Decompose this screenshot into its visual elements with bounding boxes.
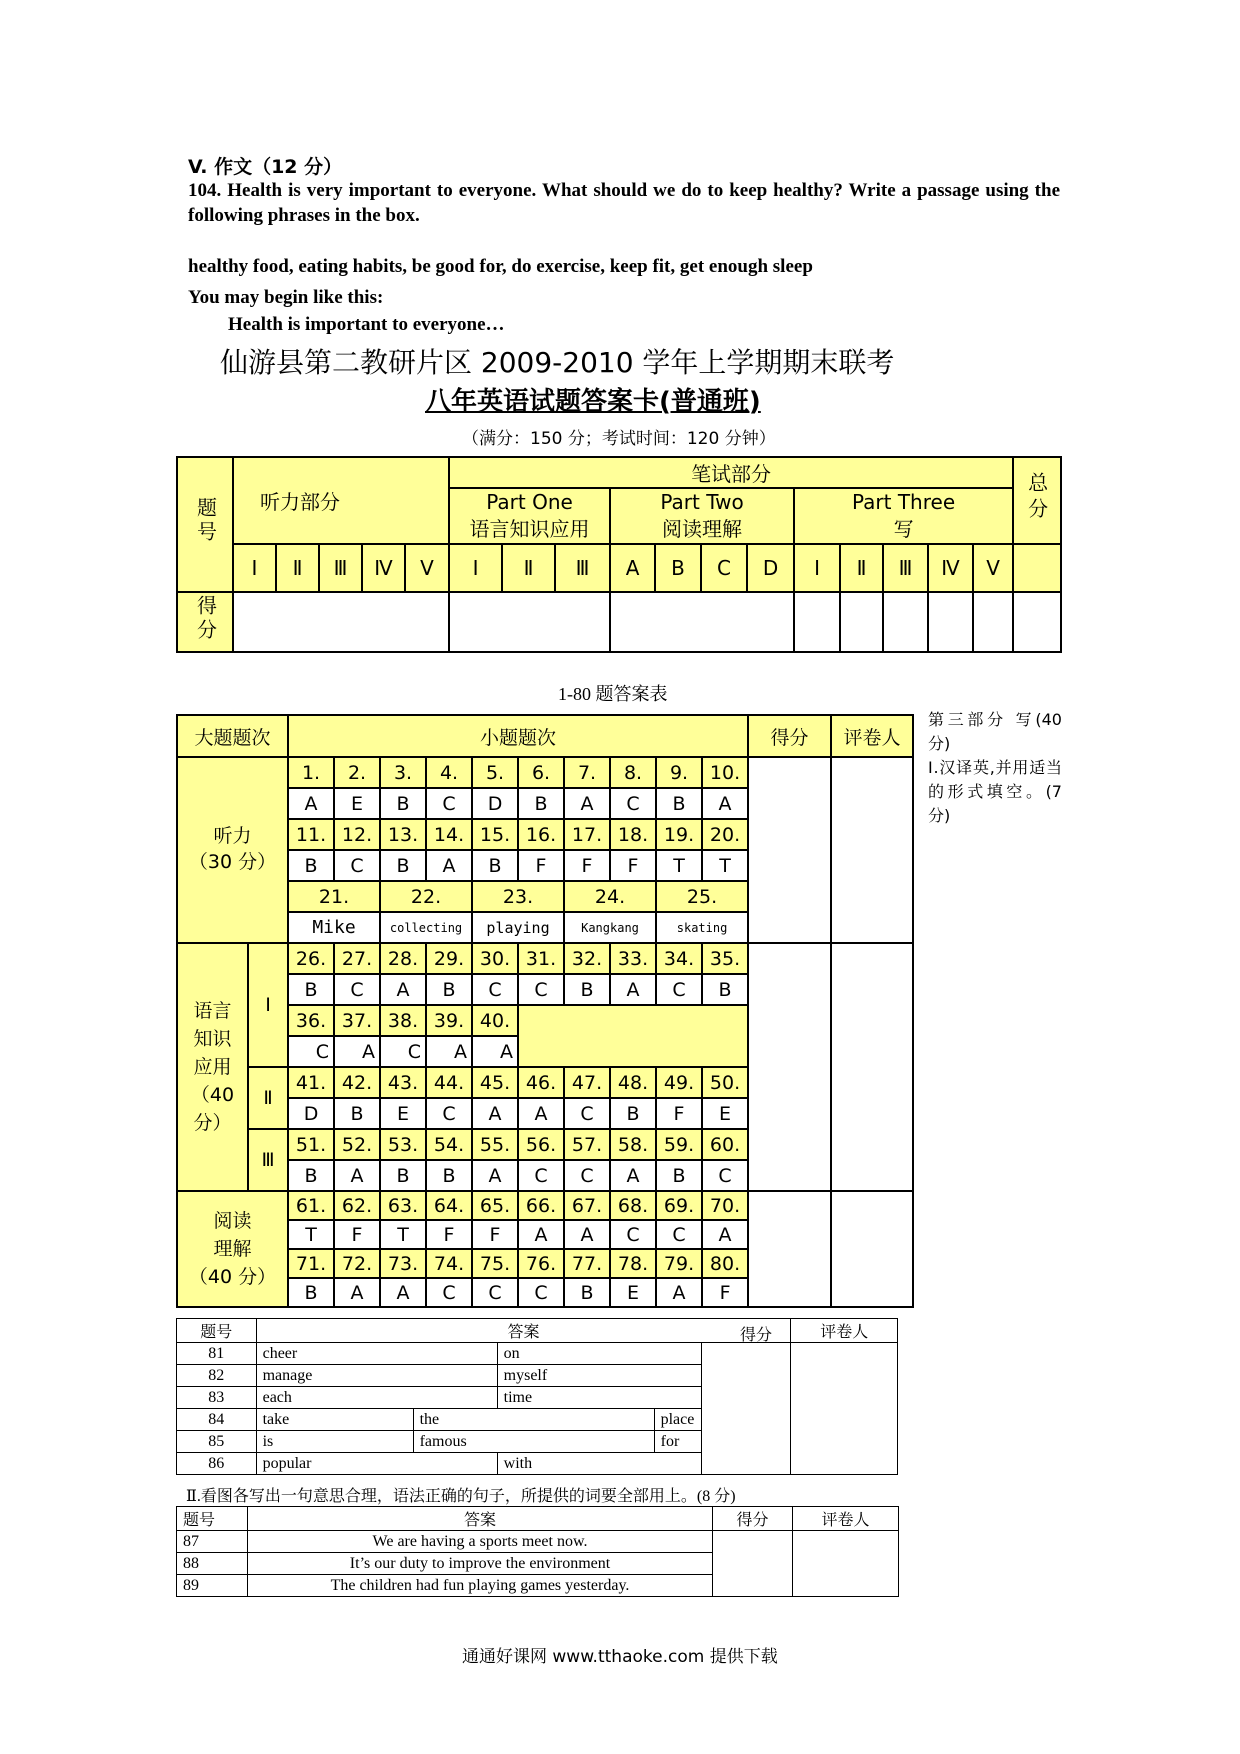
- row-num: 88: [177, 1553, 248, 1575]
- item-answer: C: [334, 850, 380, 881]
- item-num: 76.: [518, 1249, 564, 1278]
- trans-score-header: 得分: [739, 1327, 772, 1344]
- h-grader: 评卷人: [831, 715, 913, 757]
- item-answer: E: [334, 788, 380, 819]
- item-answer: B: [472, 850, 518, 881]
- part-two-score-cell[interactable]: [610, 592, 794, 652]
- part-three-name: Part Three: [852, 490, 956, 514]
- item-num: 11.: [288, 819, 334, 850]
- item-num: 34.: [656, 943, 702, 974]
- answer-cell: cheer: [256, 1343, 497, 1365]
- item-answer: C: [472, 1278, 518, 1307]
- item-answer: C: [334, 974, 380, 1005]
- item-num: 79.: [656, 1249, 702, 1278]
- item-num: 25.: [656, 881, 748, 912]
- score-col: Ⅲ: [883, 544, 928, 592]
- item-answer: E: [702, 1098, 748, 1129]
- item-answer: collecting: [380, 912, 472, 943]
- item-num: 63.: [380, 1191, 426, 1220]
- item-num: 16.: [518, 819, 564, 850]
- item-num: 59.: [656, 1129, 702, 1160]
- item-answer: T: [656, 850, 702, 881]
- item-num: 24.: [564, 881, 656, 912]
- item-answer: B: [426, 974, 472, 1005]
- part-two-name: Part Two: [660, 490, 744, 514]
- item-answer: T: [288, 1220, 334, 1249]
- item-answer: C: [564, 1160, 610, 1191]
- part-three-score-cell[interactable]: [794, 592, 840, 652]
- item-answer: T: [380, 1220, 426, 1249]
- item-answer: A: [702, 788, 748, 819]
- part-three-header: [794, 488, 1013, 544]
- language-score-cell[interactable]: [748, 943, 831, 1191]
- part-one-score-cell[interactable]: [449, 592, 610, 652]
- answer-cell: manage: [256, 1365, 497, 1387]
- item-answer: B: [656, 1160, 702, 1191]
- item-answer: A: [288, 788, 334, 819]
- answer-cell: is: [256, 1431, 413, 1453]
- item-answer: C: [426, 1098, 472, 1129]
- reading-section: 阅读 理解 （40 分）: [177, 1191, 288, 1307]
- item-num: 80.: [702, 1249, 748, 1278]
- item-num: 13.: [380, 819, 426, 850]
- listening-label: 听力部分: [260, 490, 340, 514]
- item-num: 38.: [380, 1005, 426, 1036]
- item-num: 29.: [426, 943, 472, 974]
- item-num: 68.: [610, 1191, 656, 1220]
- h-num: 题号: [177, 1507, 248, 1531]
- item-answer: B: [564, 974, 610, 1005]
- h-answer: 答案: [248, 1507, 713, 1531]
- language-section: 语言 知识 应用 （40 分）: [177, 943, 248, 1191]
- item-answer: C: [610, 788, 656, 819]
- item-answer: F: [426, 1220, 472, 1249]
- item-num: 9.: [656, 757, 702, 788]
- item-answer: C: [656, 1220, 702, 1249]
- item-num: 77.: [564, 1249, 610, 1278]
- score-col: Ⅰ: [794, 544, 840, 592]
- score-table: [176, 456, 1062, 653]
- item-num: 52.: [334, 1129, 380, 1160]
- h-score: 得分: [713, 1507, 793, 1531]
- part-three-score-cell[interactable]: [883, 592, 928, 652]
- item-answer: B: [380, 850, 426, 881]
- item-answer: C: [518, 1278, 564, 1307]
- item-answer: C: [656, 974, 702, 1005]
- item-answer: F: [518, 850, 564, 881]
- item-answer: B: [518, 788, 564, 819]
- item-num: 28.: [380, 943, 426, 974]
- item-num: 58.: [610, 1129, 656, 1160]
- item-num: 66.: [518, 1191, 564, 1220]
- answer-cell: take: [256, 1409, 413, 1431]
- part-two-desc: 阅读理解: [662, 517, 743, 541]
- item-num: 22.: [380, 881, 472, 912]
- item-num: 18.: [610, 819, 656, 850]
- answer-table-caption: 1-80 题答案表: [558, 684, 668, 704]
- item-num: 27.: [334, 943, 380, 974]
- card-info: （满分：150 分；考试时间：120 分钟）: [462, 429, 776, 449]
- item-answer: B: [380, 788, 426, 819]
- side-note: [928, 708, 1062, 828]
- sentence-table: [176, 1506, 899, 1597]
- sentence-instruction: Ⅱ.看图各写出一句意思合理，语法正确的句子，所提供的词要全部用上。(8 分): [186, 1488, 736, 1505]
- side-note-line-1: 第三部分 写(40 分): [928, 710, 1062, 753]
- item-num: 33.: [610, 943, 656, 974]
- item-num: 61.: [288, 1191, 334, 1220]
- item-answer: E: [610, 1278, 656, 1307]
- item-answer: C: [472, 974, 518, 1005]
- listening-score-cell[interactable]: [233, 592, 449, 652]
- listening-score-cell[interactable]: [748, 757, 831, 943]
- item-num: 35.: [702, 943, 748, 974]
- card-title: 仙游县第二教研片区 2009-2010 学年上学期期末联考: [220, 346, 895, 379]
- h-grader: 评卷人: [793, 1507, 899, 1531]
- item-num: 1.: [288, 757, 334, 788]
- item-answer: C: [426, 788, 472, 819]
- r-nums-row-1: [177, 1191, 913, 1220]
- score-col: Ⅱ: [276, 544, 319, 592]
- item-num: 55.: [472, 1129, 518, 1160]
- answer-cell: for: [654, 1431, 701, 1453]
- row-num: 84: [177, 1409, 257, 1431]
- answer-cell: on: [497, 1343, 701, 1365]
- h-num: 题号: [177, 1319, 257, 1343]
- score-col: Ⅳ: [362, 544, 405, 592]
- item-num: 73.: [380, 1249, 426, 1278]
- item-answer: C: [426, 1278, 472, 1307]
- item-answer: B: [610, 1098, 656, 1129]
- part-three-score-cell[interactable]: [928, 592, 973, 652]
- item-num: 69.: [656, 1191, 702, 1220]
- item-answer: A: [564, 788, 610, 819]
- item-answer: C: [380, 1036, 426, 1067]
- item-num: 14.: [426, 819, 472, 850]
- reading-score-cell[interactable]: [748, 1191, 831, 1307]
- item-num: 60.: [702, 1129, 748, 1160]
- item-answer: Mike: [288, 912, 380, 943]
- item-num: 31.: [518, 943, 564, 974]
- h-grader: 评卷人: [791, 1319, 898, 1343]
- score-col: Ⅴ: [405, 544, 449, 592]
- item-num: 72.: [334, 1249, 380, 1278]
- item-answer: C: [288, 1036, 334, 1067]
- item-answer: B: [426, 1160, 472, 1191]
- sentence-grader-cell[interactable]: [793, 1531, 899, 1597]
- sub-section-3: Ⅲ: [248, 1129, 288, 1191]
- item-num: 37.: [334, 1005, 380, 1036]
- item-num: 50.: [702, 1067, 748, 1098]
- item-num: 32.: [564, 943, 610, 974]
- written-header: 笔试部分: [449, 457, 1013, 488]
- item-answer: A: [610, 974, 656, 1005]
- answer-cell: place: [654, 1409, 701, 1431]
- score-table-tihao: [177, 457, 233, 592]
- item-num: 56.: [518, 1129, 564, 1160]
- h-items: 小题题次: [288, 715, 748, 757]
- item-answer: A: [472, 1098, 518, 1129]
- item-answer: A: [334, 1036, 380, 1067]
- total-blank: [1013, 544, 1061, 592]
- answer-cell: each: [256, 1387, 497, 1409]
- item-answer: B: [380, 1160, 426, 1191]
- item-num: 6.: [518, 757, 564, 788]
- item-num: 54.: [426, 1129, 472, 1160]
- item-answer: C: [564, 1098, 610, 1129]
- item-answer: A: [472, 1036, 518, 1067]
- answer-cell: time: [497, 1387, 701, 1409]
- item-answer: B: [656, 788, 702, 819]
- item-num: 8.: [610, 757, 656, 788]
- item-answer: A: [656, 1278, 702, 1307]
- score-table-col-row: [177, 544, 1061, 592]
- item-answer: F: [334, 1220, 380, 1249]
- total-header: [1013, 457, 1061, 544]
- essay-phrases: healthy food, eating habits, be good for, do exercise, keep fit, get enough sleep: [188, 256, 813, 277]
- item-answer: E: [380, 1098, 426, 1129]
- item-answer: A: [426, 850, 472, 881]
- item-num: 2.: [334, 757, 380, 788]
- item-num: 17.: [564, 819, 610, 850]
- answer-table: [176, 714, 914, 1308]
- essay-begin-hint: You may begin like this:: [188, 287, 384, 308]
- answer-cell: the: [413, 1409, 654, 1431]
- item-answer: A: [610, 1160, 656, 1191]
- language-grader-cell[interactable]: [831, 943, 913, 1191]
- item-num: 40.: [472, 1005, 518, 1036]
- item-num: 20.: [702, 819, 748, 850]
- item-num: 30.: [472, 943, 518, 974]
- score-col: Ⅲ: [555, 544, 610, 592]
- item-answer: B: [288, 1278, 334, 1307]
- defen-label: 得分: [193, 594, 218, 643]
- item-answer: A: [518, 1220, 564, 1249]
- item-num: 39.: [426, 1005, 472, 1036]
- item-num: 49.: [656, 1067, 702, 1098]
- item-num: 3.: [380, 757, 426, 788]
- item-num: 19.: [656, 819, 702, 850]
- item-answer: B: [288, 974, 334, 1005]
- score-col: Ⅱ: [840, 544, 883, 592]
- item-answer: B: [288, 850, 334, 881]
- item-answer: F: [610, 850, 656, 881]
- essay-heading: V. 作文（12 分）: [188, 156, 343, 178]
- item-num: 53.: [380, 1129, 426, 1160]
- item-answer: C: [518, 1160, 564, 1191]
- answer-cell: popular: [256, 1453, 497, 1475]
- listen-nums-row-1: [177, 757, 913, 788]
- table-row: [177, 1531, 899, 1553]
- answer-cell: with: [497, 1453, 701, 1475]
- reading-grader-cell[interactable]: [831, 1191, 913, 1307]
- item-num: 26.: [288, 943, 334, 974]
- item-num: 12.: [334, 819, 380, 850]
- score-col: Ⅲ: [319, 544, 362, 592]
- item-num: 62.: [334, 1191, 380, 1220]
- item-num: 67.: [564, 1191, 610, 1220]
- item-num: 5.: [472, 757, 518, 788]
- part-three-desc: 写: [893, 517, 914, 541]
- item-num: 10.: [702, 757, 748, 788]
- part-three-score-cell[interactable]: [973, 592, 1013, 652]
- item-answer: C: [518, 974, 564, 1005]
- answer-cell: myself: [497, 1365, 701, 1387]
- score-table-defen: [177, 592, 233, 652]
- item-num: 23.: [472, 881, 564, 912]
- translation-score-cell[interactable]: [701, 1343, 791, 1475]
- item-num: 36.: [288, 1005, 334, 1036]
- h-answer: 答案: [256, 1319, 791, 1343]
- listening-grader-cell[interactable]: [831, 757, 913, 943]
- row-num: 82: [177, 1365, 257, 1387]
- item-answer: A: [380, 1278, 426, 1307]
- item-num: 74.: [426, 1249, 472, 1278]
- row-num: 87: [177, 1531, 248, 1553]
- listening-header: [233, 457, 449, 544]
- item-num: 78.: [610, 1249, 656, 1278]
- item-answer: A: [564, 1220, 610, 1249]
- h-section: 大题题次: [177, 715, 288, 757]
- item-answer: F: [656, 1098, 702, 1129]
- row-num: 83: [177, 1387, 257, 1409]
- item-num: 47.: [564, 1067, 610, 1098]
- part-one-desc: 语言知识应用: [469, 517, 590, 541]
- sentence-score-cell[interactable]: [713, 1531, 793, 1597]
- item-num: 71.: [288, 1249, 334, 1278]
- answer-cell: We are having a sports meet now.: [248, 1531, 713, 1553]
- row-num: 86: [177, 1453, 257, 1475]
- item-answer: B: [288, 1160, 334, 1191]
- score-col: Ⅴ: [973, 544, 1013, 592]
- item-answer: C: [702, 1160, 748, 1191]
- item-num: 41.: [288, 1067, 334, 1098]
- item-answer: F: [472, 1220, 518, 1249]
- score-col: D: [747, 544, 794, 592]
- side-note-line-2: Ⅰ.汉译英,并用适当的形式填空。(7 分): [928, 758, 1062, 825]
- sub-section-2: Ⅱ: [248, 1067, 288, 1129]
- item-answer: F: [564, 850, 610, 881]
- footer: 通通好课网 www.tthaoke.com 提供下载: [462, 1647, 778, 1667]
- item-num: 42.: [334, 1067, 380, 1098]
- score-col: Ⅰ: [233, 544, 276, 592]
- table-row: [177, 1343, 898, 1365]
- item-answer: skating: [656, 912, 748, 943]
- translation-grader-cell[interactable]: [791, 1343, 898, 1475]
- item-answer: playing: [472, 912, 564, 943]
- item-num: 48.: [610, 1067, 656, 1098]
- blank-cell: [518, 1005, 748, 1067]
- item-num: 65.: [472, 1191, 518, 1220]
- total-label: 总分: [1024, 472, 1049, 524]
- item-answer: C: [610, 1220, 656, 1249]
- tihao-label: 题号: [193, 497, 218, 545]
- item-answer: B: [564, 1278, 610, 1307]
- part-one-header: [449, 488, 610, 544]
- item-answer: A: [380, 974, 426, 1005]
- item-answer: A: [702, 1220, 748, 1249]
- item-answer: A: [334, 1160, 380, 1191]
- part-three-score-cell[interactable]: [840, 592, 883, 652]
- row-num: 81: [177, 1343, 257, 1365]
- part-one-name: Part One: [486, 490, 573, 514]
- item-answer: A: [426, 1036, 472, 1067]
- item-answer: D: [288, 1098, 334, 1129]
- g1-nums-row-1: [177, 943, 913, 974]
- answer-cell: The children had fun playing games yesterday.: [248, 1575, 713, 1597]
- score-col: A: [610, 544, 655, 592]
- score-col: Ⅳ: [928, 544, 973, 592]
- score-col: B: [655, 544, 701, 592]
- listening-section: 听力 （30 分）: [177, 757, 288, 943]
- item-answer: A: [334, 1278, 380, 1307]
- total-score-cell[interactable]: [1013, 592, 1061, 652]
- item-num: 15.: [472, 819, 518, 850]
- answer-cell: famous: [413, 1431, 654, 1453]
- item-num: 75.: [472, 1249, 518, 1278]
- card-subtitle: 八年英语试题答案卡(普通班): [425, 387, 761, 417]
- item-num: 46.: [518, 1067, 564, 1098]
- score-col: Ⅱ: [502, 544, 555, 592]
- item-num: 57.: [564, 1129, 610, 1160]
- score-col: Ⅰ: [449, 544, 502, 592]
- item-answer: D: [472, 788, 518, 819]
- h-score: 得分: [748, 715, 831, 757]
- item-num: 21.: [288, 881, 380, 912]
- row-num: 89: [177, 1575, 248, 1597]
- item-answer: A: [518, 1098, 564, 1129]
- item-num: 45.: [472, 1067, 518, 1098]
- score-col: C: [701, 544, 747, 592]
- item-answer: F: [702, 1278, 748, 1307]
- item-num: 51.: [288, 1129, 334, 1160]
- essay-prompt: 104. Health is very important to everyone. What should we do to keep healthy? Write a passage using the following phrases in the box.: [188, 180, 1060, 226]
- item-num: 43.: [380, 1067, 426, 1098]
- item-answer: A: [472, 1160, 518, 1191]
- item-num: 44.: [426, 1067, 472, 1098]
- item-num: 64.: [426, 1191, 472, 1220]
- sub-section-1: Ⅰ: [248, 943, 288, 1067]
- answer-cell: It’s our duty to improve the environment: [248, 1553, 713, 1575]
- part-two-header: [610, 488, 794, 544]
- item-num: 70.: [702, 1191, 748, 1220]
- item-answer: B: [702, 974, 748, 1005]
- item-answer: B: [334, 1098, 380, 1129]
- row-num: 85: [177, 1431, 257, 1453]
- item-num: 4.: [426, 757, 472, 788]
- item-num: 7.: [564, 757, 610, 788]
- item-answer: T: [702, 850, 748, 881]
- item-answer: Kangkang: [564, 912, 656, 943]
- essay-begin-line: Health is important to everyone…: [228, 314, 505, 335]
